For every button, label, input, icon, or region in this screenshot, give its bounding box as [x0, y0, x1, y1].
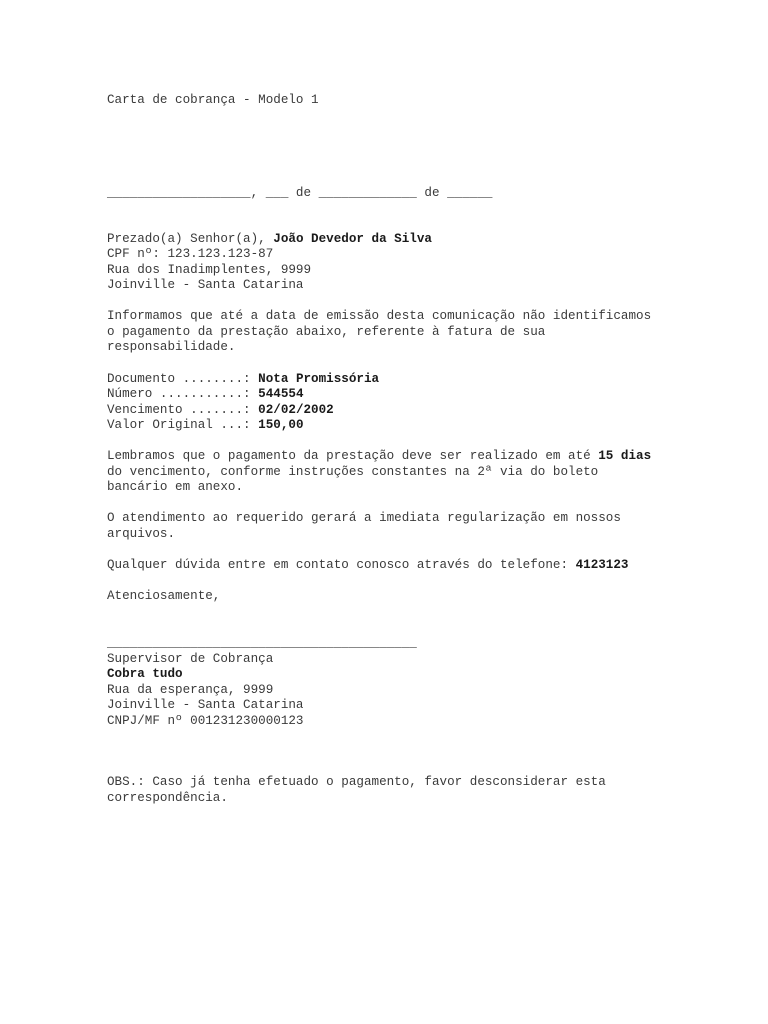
reminder-line-1 [107, 449, 651, 465]
recipient-city: Joinville - Santa Catarina [107, 278, 304, 292]
signature-line: _________________________________________ [107, 636, 417, 650]
greeting-prefix: Prezado(a) Senhor(a), [107, 232, 274, 246]
contact-phone: 4123123 [575, 558, 629, 572]
detail-value: Nota Promissória [258, 372, 380, 386]
obs-line-1: OBS.: Caso já tenha efetuado o pagamento, favor desconsiderar esta [107, 775, 606, 789]
sender-street: Rua da esperança, 9999 [107, 683, 274, 697]
detail-value: 544554 [258, 387, 304, 401]
sender-role: Supervisor de Cobrança [107, 652, 274, 666]
detail-documento [107, 372, 379, 388]
intro-line-3: responsabilidade. [107, 340, 236, 354]
sender-city: Joinville - Santa Catarina [107, 698, 304, 712]
intro-line-1: Informamos que até a data de emissão desta comunicação não identificamos [107, 309, 652, 323]
detail-label: Número ...........: [107, 387, 259, 401]
greeting [107, 232, 432, 248]
detail-label: Valor Original ...: [107, 418, 259, 432]
letter-title: Carta de cobrança - Modelo 1 [107, 93, 319, 107]
detail-label: Vencimento .......: [107, 403, 259, 417]
detail-vencimento [107, 403, 334, 419]
date-line: ___________________, ___ de _____________ de ______ [107, 186, 493, 200]
sender-company [107, 667, 183, 683]
detail-value: 150,00 [258, 418, 304, 432]
detail-value: 02/02/2002 [258, 403, 334, 417]
sender-company-name: Cobra tudo [107, 667, 183, 681]
regularization-line-1: O atendimento ao requerido gerará a imediata regularização em nossos [107, 511, 621, 525]
closing: Atenciosamente, [107, 589, 221, 603]
recipient-name: João Devedor da Silva [273, 232, 432, 246]
obs-line-2: correspondência. [107, 791, 228, 805]
regularization-line-2: arquivos. [107, 527, 176, 541]
recipient-cpf: CPF nº: 123.123.123-87 [107, 247, 274, 261]
detail-numero [107, 387, 304, 403]
reminder-line-2: do vencimento, conforme instruções constantes na 2ª via do boleto [107, 465, 599, 479]
contact-line [107, 558, 628, 574]
sender-cnpj: CNPJ/MF nº 001231230000123 [107, 714, 304, 728]
detail-label: Documento ........: [107, 372, 259, 386]
recipient-street: Rua dos Inadimplentes, 9999 [107, 263, 312, 277]
intro-line-2: o pagamento da prestação abaixo, referente à fatura de sua [107, 325, 546, 339]
reminder-line-3: bancário em anexo. [107, 480, 244, 494]
reminder-deadline: 15 dias [598, 449, 652, 463]
detail-valor [107, 418, 304, 434]
contact-text: Qualquer dúvida entre em contato conosco através do telefone: [107, 558, 576, 572]
reminder-text: Lembramos que o pagamento da prestação deve ser realizado em até [107, 449, 599, 463]
